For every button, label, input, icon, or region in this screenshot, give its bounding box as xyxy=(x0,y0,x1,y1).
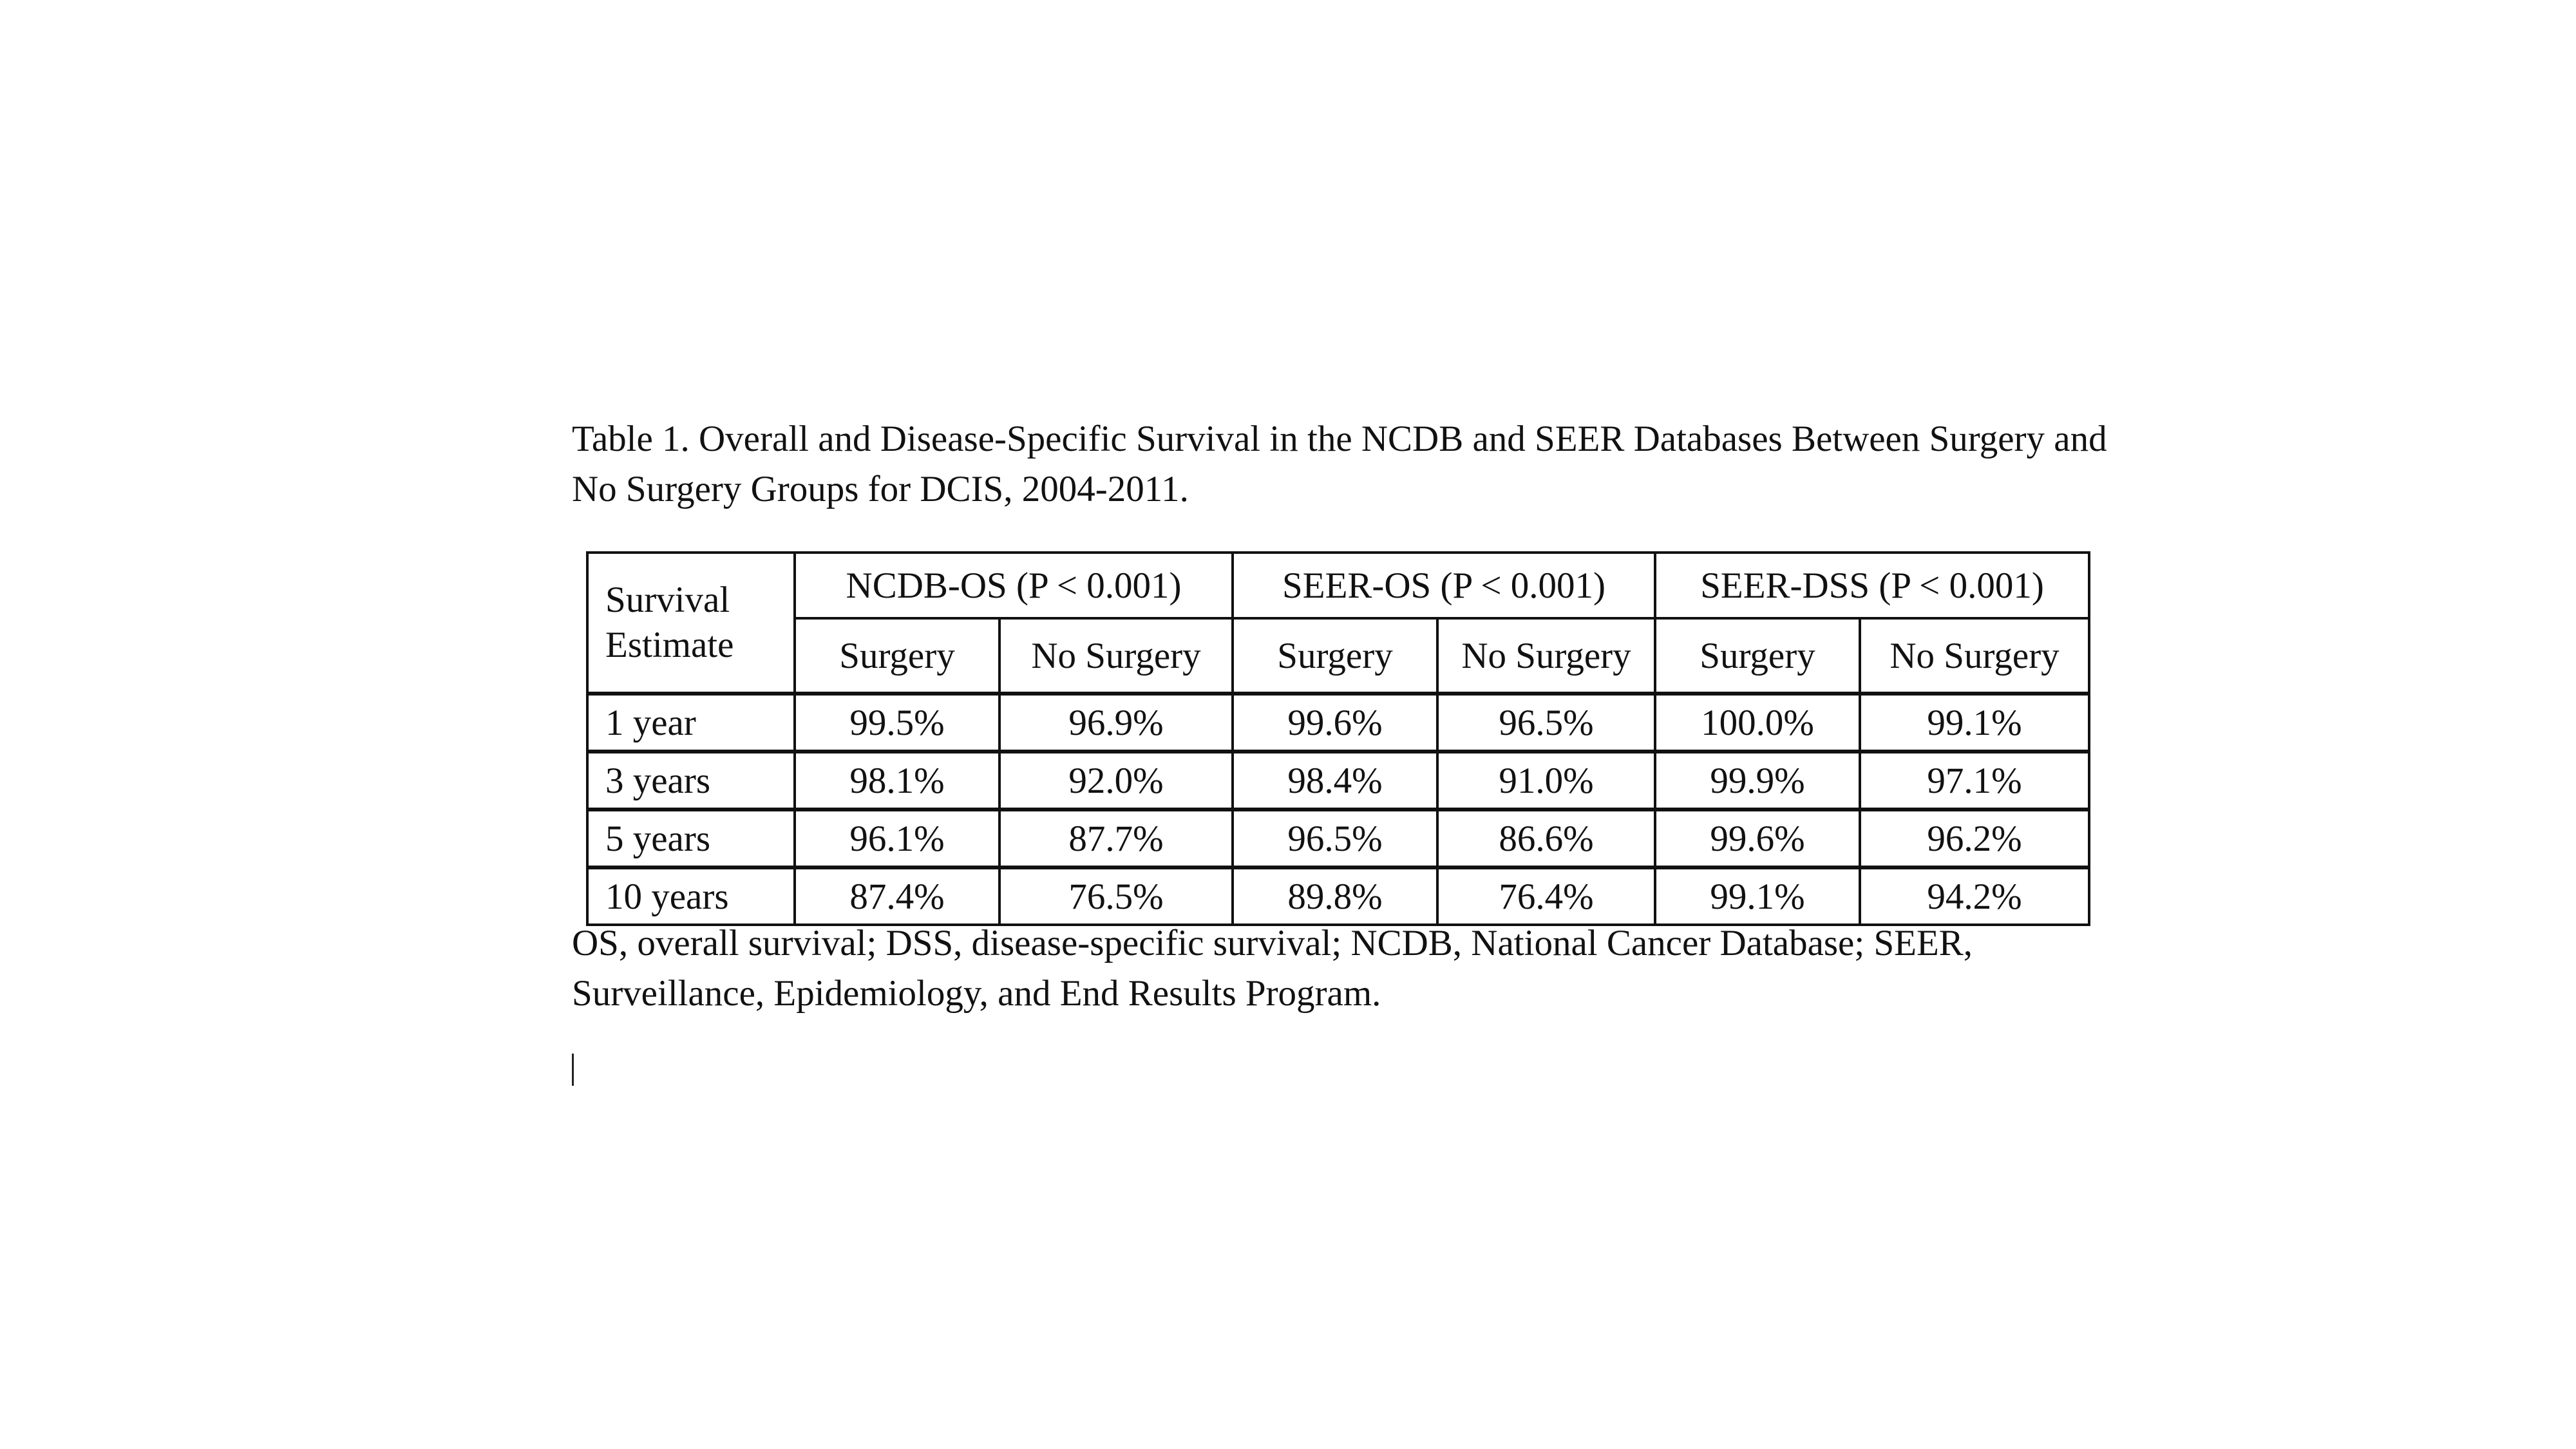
group-header-seer-dss: SEER-DSS (P < 0.001) xyxy=(1655,553,2089,618)
subheader-cell: Surgery xyxy=(1655,618,1860,694)
subheader-cell: Surgery xyxy=(1233,618,1437,694)
stub-header: Survival Estimate xyxy=(587,553,795,694)
table-cell: 92.0% xyxy=(999,752,1233,810)
table-cell: 76.5% xyxy=(999,867,1233,925)
subheader-cell: No Surgery xyxy=(1860,618,2089,694)
table-cell: 94.2% xyxy=(1860,867,2089,925)
subheader-cell: Surgery xyxy=(795,618,999,694)
table-cell: 96.9% xyxy=(999,694,1233,752)
table-cell: 87.4% xyxy=(795,867,999,925)
table-cell: 96.5% xyxy=(1437,694,1655,752)
row-label: 3 years xyxy=(587,752,795,810)
subheader-cell: No Surgery xyxy=(999,618,1233,694)
table-cell: 96.5% xyxy=(1233,810,1437,867)
table-cell: 97.1% xyxy=(1860,752,2089,810)
table-cell: 99.9% xyxy=(1655,752,1860,810)
table-cell: 99.6% xyxy=(1655,810,1860,867)
table-cell: 86.6% xyxy=(1437,810,1655,867)
table-cell: 91.0% xyxy=(1437,752,1655,810)
table-cell: 98.1% xyxy=(795,752,999,810)
table-row xyxy=(587,694,2089,752)
table-row xyxy=(587,867,2089,925)
table-cell: 98.4% xyxy=(1233,752,1437,810)
table-cell: 99.1% xyxy=(1655,867,1860,925)
table-cell: 96.1% xyxy=(795,810,999,867)
table-cell: 96.2% xyxy=(1860,810,2089,867)
table-caption: Table 1. Overall and Disease-Specific Survival in the NCDB and SEER Databases Between Surgery and No Surgery Groups for DCIS, 2004-2011. xyxy=(572,419,2107,509)
table-cell: 89.8% xyxy=(1233,867,1437,925)
table-cell: 99.5% xyxy=(795,694,999,752)
group-header-row xyxy=(587,553,2089,618)
table-row xyxy=(587,752,2089,810)
text-cursor[interactable] xyxy=(572,1054,574,1086)
subheader-cell: No Surgery xyxy=(1437,618,1655,694)
table-cell: 87.7% xyxy=(999,810,1233,867)
row-label: 10 years xyxy=(587,867,795,925)
row-label: 5 years xyxy=(587,810,795,867)
table-cell: 99.6% xyxy=(1233,694,1437,752)
table-cell: 100.0% xyxy=(1655,694,1860,752)
table-cell: 99.1% xyxy=(1860,694,2089,752)
row-label: 1 year xyxy=(587,694,795,752)
group-header-seer-os: SEER-OS (P < 0.001) xyxy=(1233,553,1655,618)
survival-table xyxy=(586,551,2090,926)
group-header-ncdb-os: NCDB-OS (P < 0.001) xyxy=(795,553,1233,618)
table-cell: 76.4% xyxy=(1437,867,1655,925)
table-row xyxy=(587,810,2089,867)
table-footnote: OS, overall survival; DSS, disease-specific survival; NCDB, National Cancer Database; SEER, Surveillance, Epidemiology, and End Results Program. xyxy=(572,923,1973,1014)
subheader-row xyxy=(587,618,2089,694)
